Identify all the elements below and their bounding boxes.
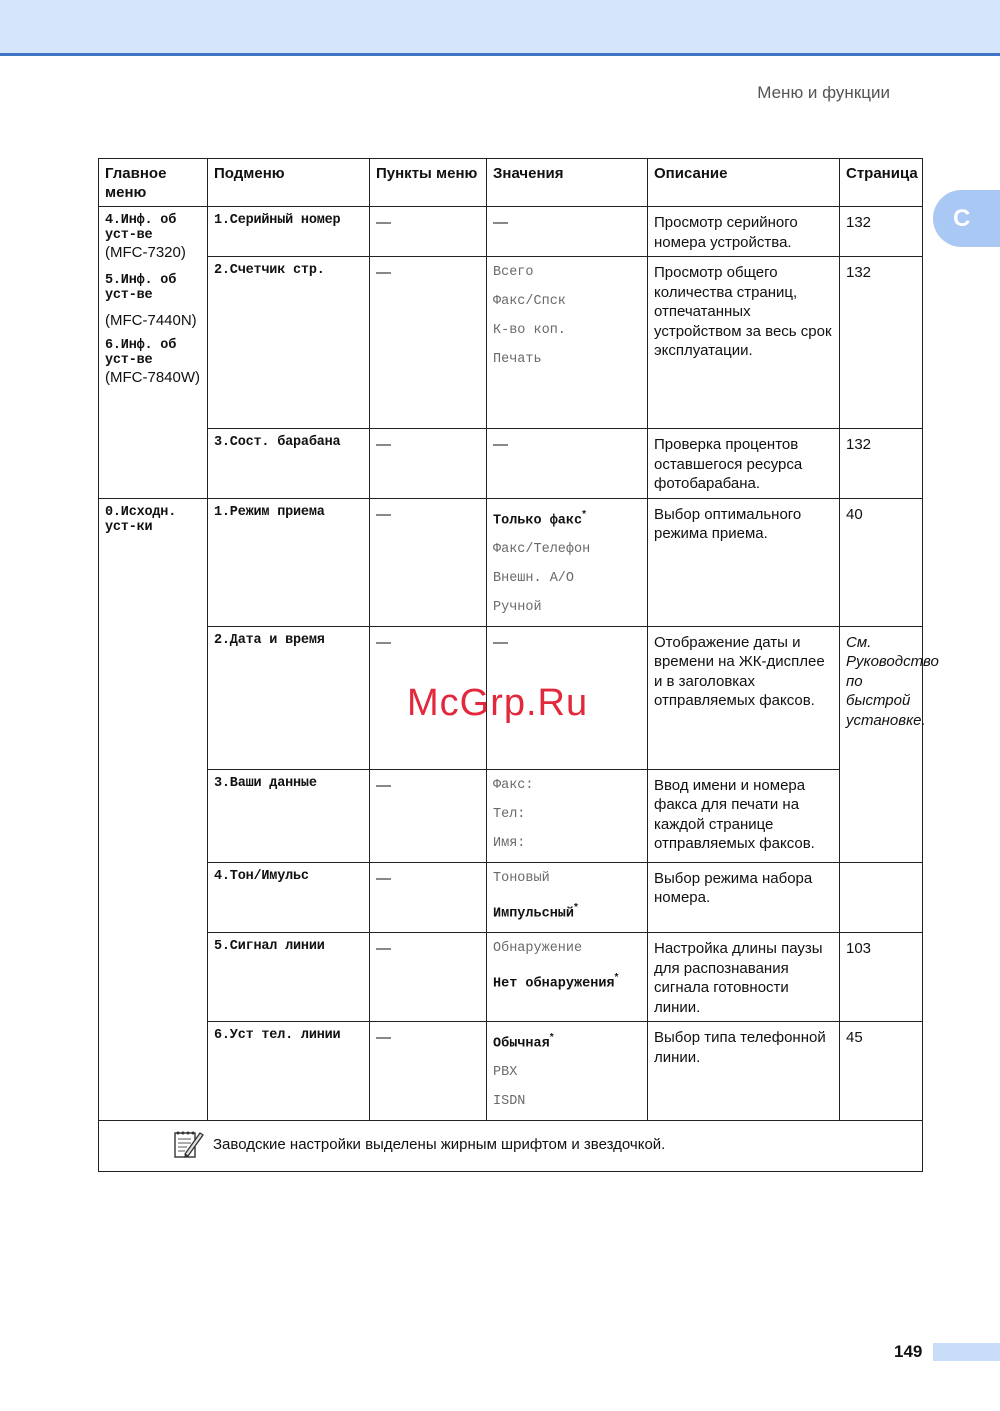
description-cell: Настройка длины паузы для распознавания сигнала готовности линии. <box>648 933 840 1022</box>
page-cell: 40 <box>840 498 923 626</box>
column-header: Подменю <box>208 159 370 207</box>
description-cell: Ввод имени и номера факса для печати на каждой странице отправляемых факсов. <box>648 769 840 862</box>
main-menu-cell <box>99 207 208 499</box>
description-cell: Проверка процентов оставшегося ресурса фотобарабана. <box>648 429 840 499</box>
footer-band <box>933 1343 1000 1361</box>
main-menu-code: 4.Инф. об уст-ве <box>105 213 177 243</box>
column-header: Значения <box>487 159 648 207</box>
table-row <box>99 498 923 626</box>
submenu-cell: 6.Уст тел. линии <box>208 1022 370 1121</box>
page-cell: 103 <box>840 933 923 1022</box>
value-option: Печать <box>493 352 542 367</box>
description-cell: Отображение даты и времени на ЖК-дисплее и в заголовках отправляемых факсов. <box>648 626 840 769</box>
value-option: Факс: <box>493 777 534 793</box>
note-text: Заводские настройки выделены жирным шрифтом и звездочкой. <box>213 1135 666 1153</box>
table-header-row <box>99 159 923 207</box>
description-cell: Выбор типа телефонной линии. <box>648 1022 840 1121</box>
table-row <box>99 862 923 932</box>
description-cell: Просмотр серийного номера устройства. <box>648 207 840 257</box>
submenu-cell: 2.Счетчик стр. <box>208 257 370 429</box>
menu-items-cell: — <box>370 933 487 1022</box>
table-row <box>99 429 923 499</box>
page-cell: 132 <box>840 257 923 429</box>
watermark: McGrp.Ru <box>407 682 589 724</box>
page-reference-cell: См. Руководство по быстрой установке. <box>840 626 923 862</box>
table-row <box>99 257 923 429</box>
menu-items-cell: — <box>370 257 487 429</box>
table-row <box>99 1022 923 1121</box>
values-cell <box>487 769 648 862</box>
value-option: Только факс* <box>493 508 587 528</box>
page-cell: 132 <box>840 429 923 499</box>
values-cell <box>487 862 648 932</box>
values-cell: — <box>487 626 648 769</box>
page-cell: 132 <box>840 207 923 257</box>
menu-items-cell: — <box>370 626 487 769</box>
model-label: (MFC-7440N) <box>105 311 197 329</box>
note-cell <box>99 1121 923 1172</box>
main-menu-cell: 0.Исходн. уст-ки <box>99 498 208 1121</box>
page-cell <box>840 862 923 932</box>
table-row <box>99 207 923 257</box>
chapter-tab: C <box>933 190 1000 247</box>
value-option: К-во коп. <box>493 323 566 338</box>
description-cell: Выбор режима набора номера. <box>648 862 840 932</box>
values-cell <box>487 498 648 626</box>
value-option: Факс/Телефон <box>493 541 591 557</box>
page-cell: 45 <box>840 1022 923 1121</box>
column-header: Главное меню <box>99 159 208 207</box>
value-option: Нет обнаружения* <box>493 972 619 992</box>
submenu-cell: 3.Сост. барабана <box>208 429 370 499</box>
submenu-cell: 1.Режим приема <box>208 498 370 626</box>
note-pencil-icon <box>171 1127 205 1161</box>
page-header-title: Меню и функции <box>757 83 890 102</box>
model-label: (MFC-7320) <box>105 244 186 261</box>
value-option: Всего <box>493 265 534 280</box>
value-option: ISDN <box>493 1094 526 1110</box>
page-number: 149 <box>894 1342 923 1361</box>
menu-items-cell: — <box>370 429 487 499</box>
value-option: PBX <box>493 1065 518 1081</box>
note-row <box>99 1121 923 1172</box>
description-cell: Выбор оптимального режима приема. <box>648 498 840 626</box>
column-header: Пункты меню <box>370 159 487 207</box>
value-option: Факс/Спск <box>493 294 566 309</box>
value-option: Обычная* <box>493 1032 554 1052</box>
submenu-cell: 5.Сигнал линии <box>208 933 370 1022</box>
menu-items-cell: — <box>370 498 487 626</box>
main-menu-code: 6.Инф. об уст-ве <box>105 338 177 368</box>
submenu-cell: 2.Дата и время <box>208 626 370 769</box>
values-cell: — <box>487 207 648 257</box>
menu-items-cell: — <box>370 769 487 862</box>
table-row <box>99 769 923 862</box>
column-header: Описание <box>648 159 840 207</box>
top-rule <box>0 53 1000 56</box>
note <box>105 1127 916 1161</box>
menu-items-cell: — <box>370 862 487 932</box>
value-option: Внешн. А/О <box>493 570 575 586</box>
menu-items-cell: — <box>370 1022 487 1121</box>
submenu-cell: 3.Ваши данные <box>208 769 370 862</box>
value-option: Тел: <box>493 806 526 822</box>
column-header: Страница <box>840 159 923 207</box>
description-cell: Просмотр общего количества страниц, отпечатанных устройством за весь срок эксплуатации. <box>648 257 840 429</box>
main-menu-code: 5.Инф. об уст-ве <box>105 272 177 303</box>
table-row <box>99 933 923 1022</box>
values-cell <box>487 257 648 429</box>
values-cell <box>487 1022 648 1121</box>
value-option: Имя: <box>493 835 526 851</box>
values-cell <box>487 933 648 1022</box>
menu-items-cell: — <box>370 207 487 257</box>
value-option: Ручной <box>493 599 542 615</box>
value-option: Обнаружение <box>493 941 583 957</box>
value-option: Импульсный* <box>493 901 578 922</box>
menu-table <box>98 158 939 1172</box>
submenu-cell: 1.Серийный номер <box>208 207 370 257</box>
submenu-cell: 4.Тон/Имульс <box>208 862 370 932</box>
value-option: Тоновый <box>493 870 550 886</box>
values-cell: — <box>487 429 648 499</box>
top-band <box>0 0 1000 53</box>
model-label: (MFC-7840W) <box>105 369 201 386</box>
